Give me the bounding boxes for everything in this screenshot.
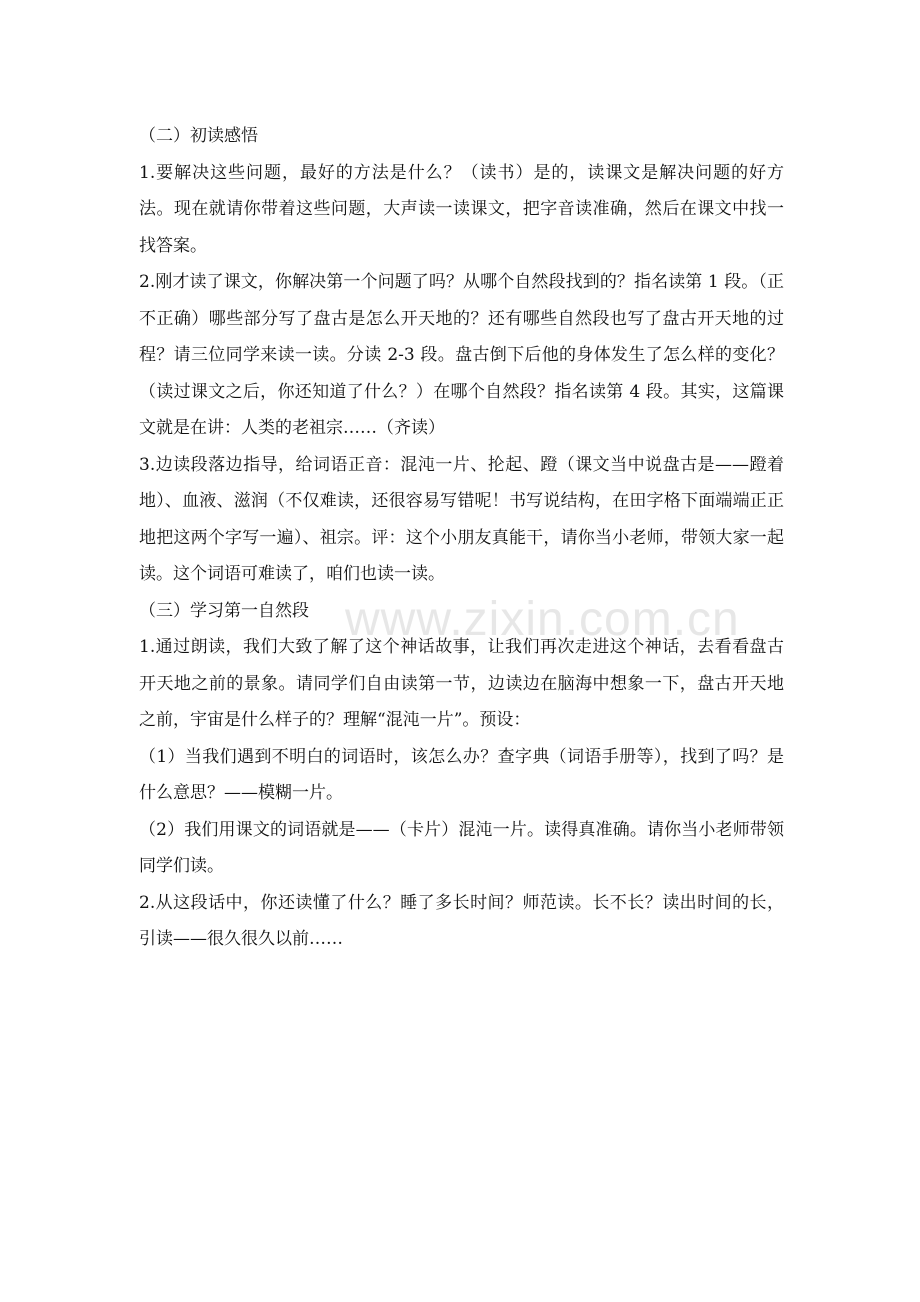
paragraph-2: 2.刚才读了课文，你解决第一个问题了吗？从哪个自然段找到的？指名读第 1 段。（正不正确）哪些部分写了盘古是怎么开天地的？还有哪些自然段也写了盘古开天地的过程？请三位同学来读一读。分读 2-3 段。盘古倒下后他的身体发生了怎么样的变化？（读过课文之后，你还知道了什么？）在哪个自然段？指名读第 4 段。其实，这篇课文就是在讲：人类的老祖宗……（齐读） [139, 272, 784, 438]
section-heading-first-natural-paragraph: （三）学习第一自然段 [139, 600, 309, 621]
paragraph-5: （1）当我们遇到不明白的词语时，该怎么办？查字典（词语手册等），找到了吗？是什么意思？——模糊一片。 [139, 746, 784, 803]
paragraph-7: 2.从这段话中，你还读懂了什么？睡了多长时间？师范读。长不长？读出时间的长，引读——很久很久以前…… [139, 892, 784, 949]
paragraph-4: 1.通过朗读，我们大致了解了这个神话故事，让我们再次走进这个神话，去看看盘古开天地之前的景象。请同学们自由读第一节，边读边在脑海中想象一下，盘古开天地之前，宇宙是什么样子的？理解“混沌一片”。预设： [139, 637, 784, 730]
document-body [139, 118, 784, 958]
watermark: www.zixin.com.cn [345, 593, 740, 646]
paragraph-1: 1.要解决这些问题，最好的方法是什么？（读书）是的，读课文是解决问题的好方法。现在就请你带着这些问题，大声读一读课文，把字音读准确，然后在课文中找一找答案。 [139, 162, 784, 256]
paragraph-3: 3.边读段落边指导，给词语正音：混沌一片、抡起、蹬（课文当中说盘古是——蹬着地）、血液、滋润（不仅难读，还很容易写错呢！书写说结构，在田字格下面端端正正地把这两个字写一遍）、祖宗。评：这个小朋友真能干，请你当小老师，带领大家一起读。这个词语可难读了，咱们也读一读。 [139, 454, 784, 584]
paragraph-6: （2）我们用课文的词语就是——（卡片）混沌一片。读得真准确。请你当小老师带领同学们读。 [139, 819, 784, 876]
section-heading-first-reading: （二）初读感悟 [139, 126, 258, 146]
